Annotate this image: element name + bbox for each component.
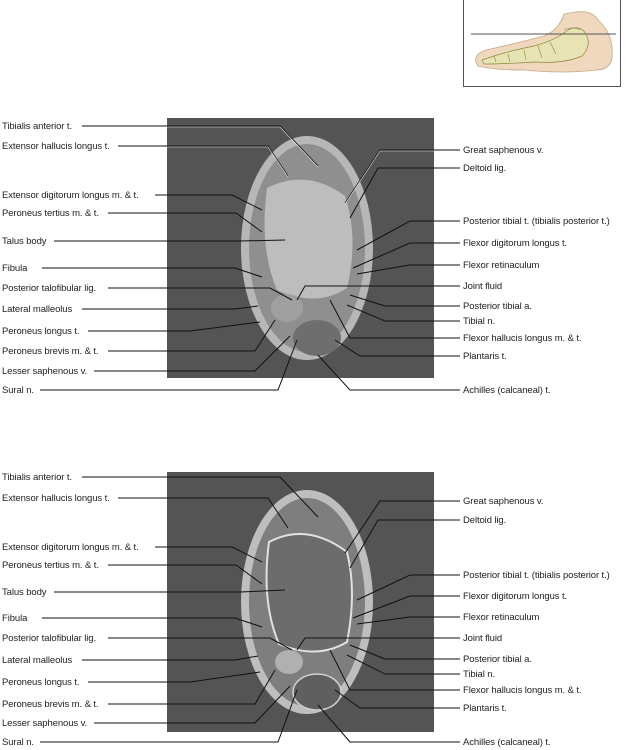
label-flexor-retinaculum: Flexor retinaculum [463,260,540,271]
label-posterior-tibial-t: Posterior tibial t. (tibialis posterior t.) [463,216,610,227]
mri-anatomy-t2 [167,472,434,732]
label-posterior-tibial-a: Posterior tibial a. [463,654,532,665]
label-posterior-talofibular-lig: Posterior talofibular lig. [2,283,97,294]
label-deltoid-lig: Deltoid lig. [463,163,507,174]
label-deltoid-lig: Deltoid lig. [463,515,507,526]
label-flexor-hallucis-longus: Flexor hallucis longus m. & t. [463,333,582,344]
label-tibialis-anterior: Tibialis anterior t. [2,472,72,483]
label-talus-body: Talus body [2,587,47,598]
label-peroneus-longus: Peroneus longus t. [2,677,80,688]
mri-image-t1 [167,118,434,378]
label-peroneus-brevis: Peroneus brevis m. & t. [2,346,99,357]
label-sural-n: Sural n. [2,385,34,396]
label-peroneus-brevis: Peroneus brevis m. & t. [2,699,99,710]
label-tibial-n: Tibial n. [463,669,496,680]
label-peroneus-tertius: Peroneus tertius m. & t. [2,560,99,571]
label-tibial-n: Tibial n. [463,316,496,327]
mri-image-t2 [167,472,434,732]
label-posterior-talofibular-lig: Posterior talofibular lig. [2,633,97,644]
label-achilles-t: Achilles (calcaneal) t. [463,737,551,748]
label-plantaris-t: Plantaris t. [463,351,507,362]
label-posterior-tibial-a: Posterior tibial a. [463,301,532,312]
label-flexor-digitorum-longus: Flexor digitorum longus t. [463,591,568,602]
label-extensor-digitorum-longus: Extensor digitorum longus m. & t. [2,542,139,553]
label-joint-fluid: Joint fluid [463,281,503,292]
label-tibialis-anterior: Tibialis anterior t. [2,121,72,132]
label-lesser-saphenous-v: Lesser saphenous v. [2,718,88,729]
foot-inset-illustration [463,0,621,87]
label-fibula: Fibula [2,263,28,274]
label-achilles-t: Achilles (calcaneal) t. [463,385,551,396]
label-joint-fluid: Joint fluid [463,633,503,644]
foot-drawing [464,0,620,86]
label-lateral-malleolus: Lateral malleolus [2,655,73,666]
label-lesser-saphenous-v: Lesser saphenous v. [2,366,88,377]
label-plantaris-t: Plantaris t. [463,703,507,714]
label-flexor-digitorum-longus: Flexor digitorum longus t. [463,238,568,249]
label-lateral-malleolus: Lateral malleolus [2,304,73,315]
label-extensor-hallucis-longus: Extensor hallucis longus t. [2,141,110,152]
label-peroneus-tertius: Peroneus tertius m. & t. [2,208,99,219]
label-sural-n: Sural n. [2,737,34,748]
label-posterior-tibial-t: Posterior tibial t. (tibialis posterior t.) [463,570,610,581]
label-peroneus-longus: Peroneus longus t. [2,326,80,337]
label-extensor-digitorum-longus: Extensor digitorum longus m. & t. [2,190,139,201]
label-great-saphenous-v: Great saphenous v. [463,496,544,507]
label-extensor-hallucis-longus: Extensor hallucis longus t. [2,493,110,504]
mri-anatomy-t1 [167,118,434,378]
label-talus-body: Talus body [2,236,47,247]
label-flexor-retinaculum: Flexor retinaculum [463,612,540,623]
label-flexor-hallucis-longus: Flexor hallucis longus m. & t. [463,685,582,696]
label-great-saphenous-v: Great saphenous v. [463,145,544,156]
label-fibula: Fibula [2,613,28,624]
